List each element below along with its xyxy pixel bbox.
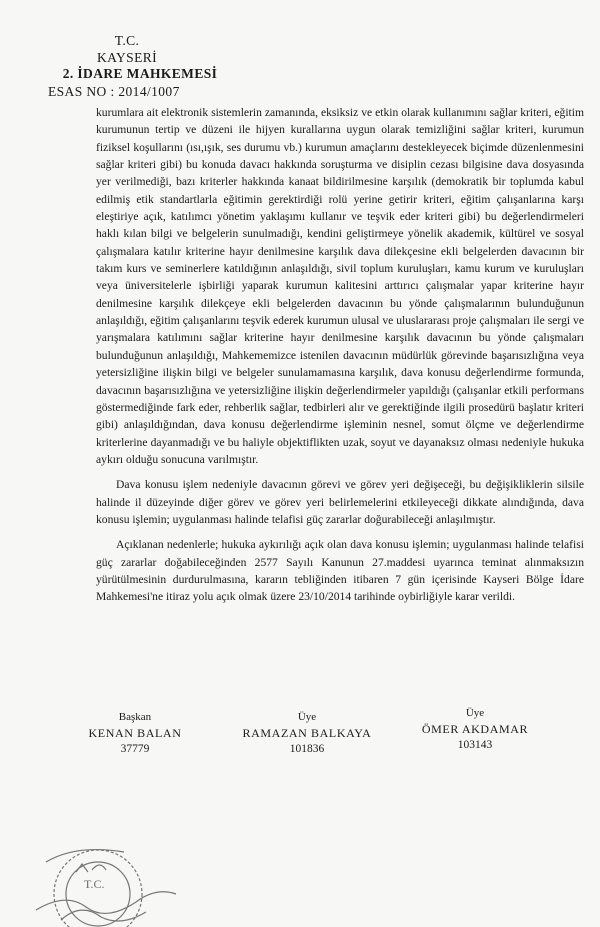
decision-body — [96, 104, 584, 606]
signature-name: ÖMER AKDAMAR — [421, 722, 529, 736]
header-city: KAYSERİ — [96, 50, 158, 65]
signature-number: 101836 — [289, 743, 325, 755]
header-court-name: 2. İDARE MAHKEMESİ — [62, 66, 218, 81]
svg-text:T.C.: T.C. — [84, 877, 105, 891]
signature-role: Üye — [465, 707, 485, 719]
signature-name: RAMAZAN BALKAYA — [242, 726, 372, 740]
signature-block-member-2 — [400, 705, 550, 753]
signature-number: 103143 — [457, 739, 493, 751]
signature-name: KENAN BALAN — [88, 726, 182, 740]
header-country: T.C. — [114, 33, 140, 48]
signature-role: Üye — [297, 711, 317, 723]
decision-paragraph-3: Açıklanan nedenlerle; hukuka aykırılığı açık olan dava konusu işlemin; uygulanması halinde telafisi güç zararlar doğabileceğinden 2577 Sayılı Kanunun 27.maddesi uyarınca teminat alınmaksızın yürütülmesinin durdurulmasına, kararın tebliğinden itibaren 7 gün içerisinde Kayseri Bölge İdare Mahkemesi'ne itiraz yolu açık olmak üzere 23/10/2014 tarihinde oybirliğiyle karar verildi. — [96, 538, 584, 604]
signature-block-president — [70, 709, 200, 757]
decision-paragraph-1: kurumlara ait elektronik sistemlerin zamanında, eksiksiz ve etkin olarak kullanımını sağlar kriteri, eğitim kurumunun tertip ve düzeni ile hijyen kurallarına uygun olarak temizliğini sağlar kriteri, kurumun fiziksel koşullarını (ısı,ışık, ses durumu vb.) kurumun amaçlarını destekleyecek biçimde düzenlenmesini sağlar kriteri gibi) bu konuda davacı hakkında soruşturma ve disiplin cezası bilgisine dava dosyasında yer verilmediği, bazı kriterler hakkında kanaat bildirilmesine karşılık (demokratik bir toplumda kabul edilmiş etik standartlarla eğitimin gerektirdiği rolü yerine getirir kriteri, eğitim çalışanlarına karşı eleştiriye açık, katılımcı yönetim yaklaşımı kullanır ve teşvik eder kriteri gibi) bu değerlendirmeleri haklı kılan bilgi ve belgelerin sunulmadığı, kendini geliştirmeye yönelik akademik, kültürel ve sosyal çalışmalara katılır kriterine hayır denilmesine karşılık dava dilekçesine ekli belgelerden davacının bir takım kurs ve seminerlere katıldığının anlaşıldığı, sivil toplum kuruluşları, kamu kurum ve kuruluşları veya üniversitelerle işbirliği yaparak kurumun kalitesini arttırıcı çalışmalar yapar kriterine hayır denilmesine karşılık dilekçeye ekli belgelerden davacının bu yönde çalışmalarının bulunduğunun anlaşıldığı, eğitim çalışanlarını teşvik ederek kurumun ulusal ve uluslararası proje çalışmaları ile sergi ve yarışmalara katılımını sağlar kriterine hayır denilmesine karşılık davacının bu yönde çalışmaları bulunduğunun anlaşıldığı, Mahkememizce istenilen davacının müdürlük görevinde başarısızlığına veya yetersizliğine ilişkin bilgi ve belgeler sunulamamasına karşılık, dava konusu değerlendirme formunda, davacının başarısızlığına ve yetersizliğine ilişkin değerlendirmeler yapıldığı (çalışanlar etkili performans göstermediğinde fark eder, rehberlik sağlar, tedbirleri alır ve gerektiğinde ilgili prosedürü başlatır kriteri gibi) anlaşıldığından, dava konusu değerlendirme işleminin nesnel, somut ölçme ve değerlendirme kriterlerine dayanmadığı ve bu haliyle objektiflikten uzak, soyut ve dayanaksız olması nedeniyle hukuka aykırı olduğu sonucuna varılmıştır. — [96, 106, 584, 466]
signature-role: Başkan — [118, 711, 152, 723]
signature-block-member-1 — [222, 709, 392, 757]
decision-paragraph-2: Dava konusu işlem nedeniyle davacının görevi ve görev yeri değişeceği, bu değişikliklerin silsile halinde il düzeyinde diğer görev ve görev yeri belirlemelerini etkileyeceği dikkate alındığında, dava konusu işlemin; uygulanması halinde telafisi güç zararlar doğurabileceği anlaşılmıştır. — [96, 478, 584, 526]
header-case-number: ESAS NO : 2014/1007 — [48, 84, 180, 99]
court-seal-icon — [6, 832, 186, 927]
signature-number: 37779 — [120, 743, 150, 755]
